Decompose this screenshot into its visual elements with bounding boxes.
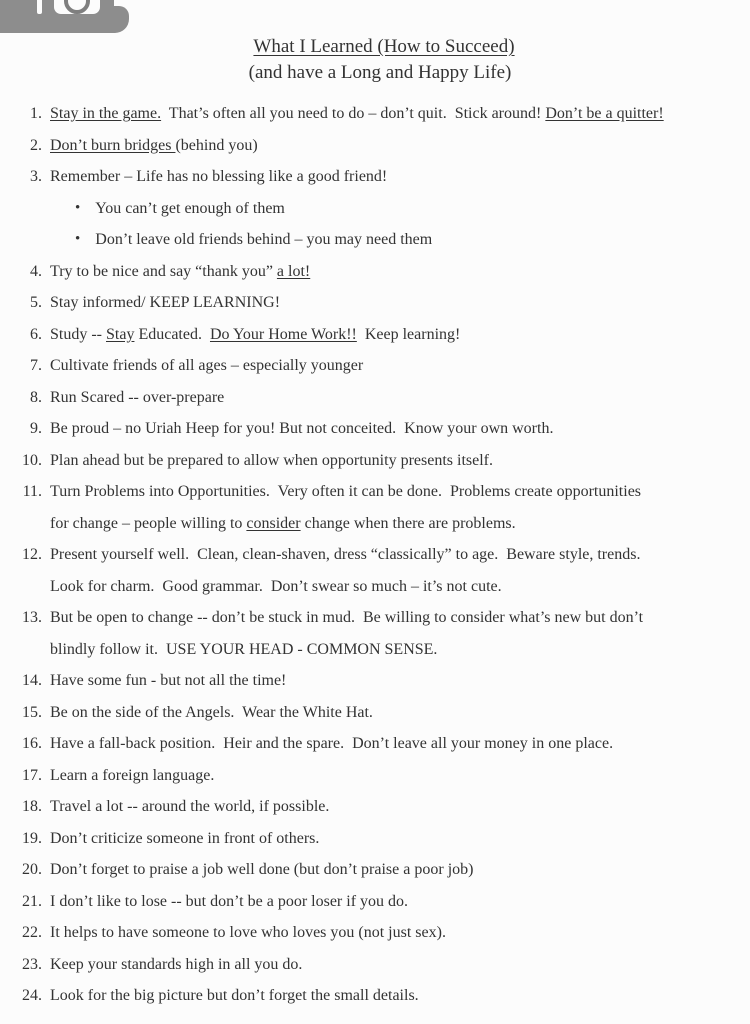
document-title — [0, 34, 750, 86]
list-item — [0, 728, 750, 760]
item-number: 18. — [22, 798, 42, 815]
item-text: Don’t leave old friends behind – you may need them — [95, 231, 433, 248]
item-number: 20. — [22, 861, 42, 878]
item-text: Try to be nice and say “thank you” a lot! — [50, 262, 311, 280]
item-number: 1. — [30, 105, 42, 122]
item-number: 21. — [22, 892, 42, 910]
list-item — [0, 161, 750, 193]
item-text: Stay in the game. That’s often all you need to do – don’t quit. Stick around! Don’t be a quitter! — [50, 105, 664, 122]
item-text: Don’t burn bridges (behind you) — [50, 136, 258, 154]
item-number: 7. — [30, 357, 42, 374]
item-text: Be proud – no Uriah Heep for you! But not conceited. Know your own worth. — [50, 420, 554, 437]
item-text: Turn Problems into Opportunities. Very often it can be done. Problems create opportunities for change – people willing to consider change when there are problems. — [50, 483, 642, 532]
item-text: Travel a lot -- around the world, if possible. — [50, 798, 330, 815]
bullet-dot: • — [75, 231, 81, 247]
item-text: Study -- Stay Educated. Do Your Home Work!! Keep learning! — [50, 325, 461, 343]
title-line-2: (and have a Long and Happy Life) — [248, 62, 512, 83]
list-item — [0, 539, 750, 602]
list-item — [0, 697, 750, 729]
item-number: 2. — [30, 136, 42, 154]
list-item — [0, 98, 750, 130]
bullet-item — [0, 224, 750, 256]
list-item — [0, 760, 750, 792]
item-text: It helps to have someone to love who loves you (not just sex). — [50, 924, 446, 941]
item-number: 9. — [30, 420, 42, 437]
list-item — [0, 823, 750, 855]
item-text: Plan ahead but be prepared to allow when opportunity presents itself. — [50, 451, 493, 469]
list-item — [0, 445, 750, 477]
bullet-item — [0, 193, 750, 225]
item-text: Remember – Life has no blessing like a good friend! — [50, 168, 388, 185]
item-number: 17. — [22, 766, 42, 784]
list-item — [0, 665, 750, 697]
item-text: Have some fun - but not all the time! — [50, 672, 287, 689]
item-text: Keep your standards high in all you do. — [50, 955, 303, 973]
list-item — [0, 256, 750, 288]
list-item — [0, 886, 750, 918]
list-item — [0, 287, 750, 319]
item-text: Present yourself well. Clean, clean-shaven, dress “classically” to age. Beware style, trends. Look for charm. Good grammar. Don’t swear so much – it’s not cute. — [50, 546, 641, 595]
list-item — [0, 949, 750, 981]
item-number: 11. — [22, 483, 42, 500]
item-text: I don’t like to lose -- but don’t be a poor loser if you do. — [50, 892, 409, 910]
item-number: 15. — [22, 703, 42, 721]
item-number: 23. — [22, 955, 42, 973]
item-text: But be open to change -- don’t be stuck in mud. Be willing to consider what’s new but don’t blindly follow it. USE YOUR HEAD - COMMON SENSE. — [50, 609, 644, 658]
item-number: 10. — [22, 451, 42, 469]
item-text: You can’t get enough of them — [95, 199, 285, 217]
item-text: Have a fall-back position. Heir and the spare. Don’t leave all your money in one place. — [50, 735, 614, 752]
divider-line-icon — [37, 0, 42, 14]
item-number: 14. — [22, 672, 42, 689]
list-item — [0, 130, 750, 162]
list-item — [0, 791, 750, 823]
list-item — [0, 350, 750, 382]
list-item — [0, 917, 750, 949]
item-number: 6. — [30, 325, 42, 343]
item-text: Run Scared -- over-prepare — [50, 388, 225, 406]
item-text: Don’t criticize someone in front of others. — [50, 829, 320, 847]
bullet-dot: • — [75, 199, 81, 216]
item-number: 12. — [22, 546, 42, 563]
toolbar-fragment — [0, 0, 150, 40]
item-number: 22. — [22, 924, 42, 941]
item-number: 4. — [30, 262, 42, 280]
list-item — [0, 476, 750, 539]
list-item — [0, 413, 750, 445]
item-text: Stay informed/ KEEP LEARNING! — [50, 294, 281, 311]
item-text: Cultivate friends of all ages – especially younger — [50, 357, 364, 374]
item-number: 3. — [30, 168, 42, 185]
item-text: Look for the big picture but don’t forget the small details. — [50, 987, 419, 1004]
list-item — [0, 854, 750, 886]
item-number: 24. — [22, 987, 42, 1004]
list-item — [0, 382, 750, 414]
item-number: 5. — [30, 294, 42, 311]
item-text: Be on the side of the Angels. Wear the White Hat. — [50, 703, 373, 721]
item-number: 16. — [22, 735, 42, 752]
item-number: 13. — [22, 609, 42, 626]
title-line-1: What I Learned (How to Succeed) — [253, 36, 515, 57]
list-item — [0, 980, 750, 1012]
list — [0, 98, 750, 1012]
item-text: Don’t forget to praise a job well done (but don’t praise a poor job) — [50, 861, 474, 878]
list-item — [0, 602, 750, 665]
list-item — [0, 319, 750, 351]
item-text: Learn a foreign language. — [50, 766, 215, 784]
item-number: 8. — [30, 388, 42, 406]
item-number: 19. — [22, 829, 42, 847]
